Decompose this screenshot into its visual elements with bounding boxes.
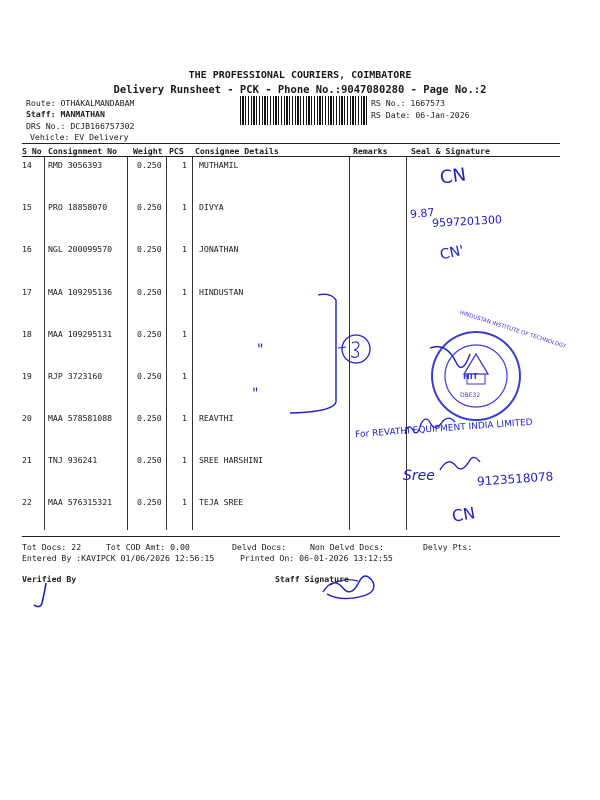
col-sno: S No [22, 146, 42, 156]
col-consignment: Consignment No [48, 146, 118, 156]
row-sno: 14 [22, 160, 32, 170]
row-consignment: NGL 200099570 [48, 244, 113, 254]
non-delvd-docs: Non Delvd Docs: [310, 542, 384, 552]
row-sno: 15 [22, 202, 32, 212]
row-sno: 20 [22, 413, 32, 423]
row-pcs: 1 [182, 160, 187, 170]
handwritten-ditto-18: " [257, 342, 264, 358]
delvy-pts: Delvy Pts: [423, 542, 473, 552]
company-title: THE PROFESSIONAL COURIERS, COIMBATORE [188, 70, 412, 81]
row-pcs: 1 [182, 497, 187, 507]
company-stamp-text-20: For REVATHI EQUIPMENT INDIA LIMITED [354, 417, 533, 441]
row-consignment: MAA 109295131 [48, 329, 113, 339]
row-pcs: 1 [182, 329, 187, 339]
col-weight: Weight [133, 146, 163, 156]
seal-ring-text: HINDUSTAN INSTITUTE OF TECHNOLOGY [458, 309, 567, 351]
row-pcs: 1 [182, 413, 187, 423]
row-sno: 16 [22, 244, 32, 254]
row-consignment: RMD 3056393 [48, 160, 103, 170]
row-consignment: MAA 578581088 [48, 413, 113, 423]
row-weight: 0.250 [137, 244, 162, 254]
row-sno: 18 [22, 329, 32, 339]
staff-signature-label: Staff Signature [275, 574, 349, 584]
row-sno: 21 [22, 455, 32, 465]
rs-no-text: RS No.: 1667573 [371, 98, 445, 108]
handwritten-note-15: 9.87 [409, 205, 436, 222]
delvd-docs: Delvd Docs: [232, 542, 287, 552]
row-weight: 0.250 [137, 160, 162, 170]
row-weight: 0.250 [137, 329, 162, 339]
drs-no-text: DRS No.: DCJB166757302 [26, 121, 135, 131]
runsheet-subtitle: Delivery Runsheet - PCK - Phone No.:9047080280 - Page No.:2 [113, 84, 487, 96]
row-pcs: 1 [182, 455, 187, 465]
rs-date-text: RS Date: 06-Jan-2026 [371, 110, 470, 120]
tot-docs: Tot Docs: 22 [22, 542, 82, 552]
row-weight: 0.250 [137, 371, 162, 381]
tot-cod: Tot COD Amt: 0.00 [106, 542, 190, 552]
verified-by-label: Verified By [22, 574, 77, 584]
row-weight: 0.250 [137, 497, 162, 507]
handwritten-cn-16: CN' [438, 242, 466, 264]
entered-by: Entered By :KAVIPCK 01/06/2026 12:56:15 [22, 553, 215, 563]
vehicle-text: Vehicle: EV Delivery [30, 132, 129, 142]
printed-on: Printed On: 06-01-2026 13:12:55 [240, 553, 393, 563]
row-consignee: MUTHAMIL [199, 160, 239, 170]
row-consignment: MAA 576315321 [48, 497, 113, 507]
row-sno: 22 [22, 497, 32, 507]
row-pcs: 1 [182, 202, 187, 212]
row-consignee: TEJA SREE [199, 497, 244, 507]
row-consignee: HINDUSTAN [199, 287, 244, 297]
row-pcs: 1 [182, 287, 187, 297]
col-seal: Seal & Signature [411, 146, 490, 156]
handwritten-phone-21: 9123518078 [476, 469, 554, 489]
row-pcs: 1 [182, 371, 187, 381]
row-consignment: MAA 109295136 [48, 287, 113, 297]
row-consignment: PRO 18858070 [48, 202, 108, 212]
row-consignee: SREE HARSHINI [199, 455, 264, 465]
seal-bottom-text: DBE32 [460, 392, 481, 399]
row-consignment: TNJ 936241 [48, 455, 98, 465]
col-pcs: PCS [169, 146, 184, 156]
row-weight: 0.250 [137, 413, 162, 423]
row-weight: 0.250 [137, 455, 162, 465]
route-text: Route: OTHAKALMANDABAM [26, 98, 135, 108]
handwritten-ditto-19: " [252, 386, 259, 402]
handwritten-phone-15: 9597201300 [431, 213, 503, 230]
row-consignee: DIVYA [199, 202, 224, 212]
staff-text: Staff: MANMATHAN [26, 109, 105, 119]
row-weight: 0.250 [137, 287, 162, 297]
handwritten-cn-14: CN [438, 164, 468, 189]
row-consignee: REAVTHI [199, 413, 234, 423]
row-weight: 0.250 [137, 202, 162, 212]
row-pcs: 1 [182, 244, 187, 254]
row-consignee: JONATHAN [199, 244, 239, 254]
col-remarks: Remarks [353, 146, 388, 156]
handwritten-name-21: Sree [403, 468, 435, 484]
row-sno: 17 [22, 287, 32, 297]
row-sno: 19 [22, 371, 32, 381]
col-consignee: Consignee Details [195, 146, 279, 156]
seal-center-text: HIT [463, 372, 479, 381]
row-consignment: RJP 3723160 [48, 371, 103, 381]
handwritten-cn-22: CN [450, 503, 477, 526]
